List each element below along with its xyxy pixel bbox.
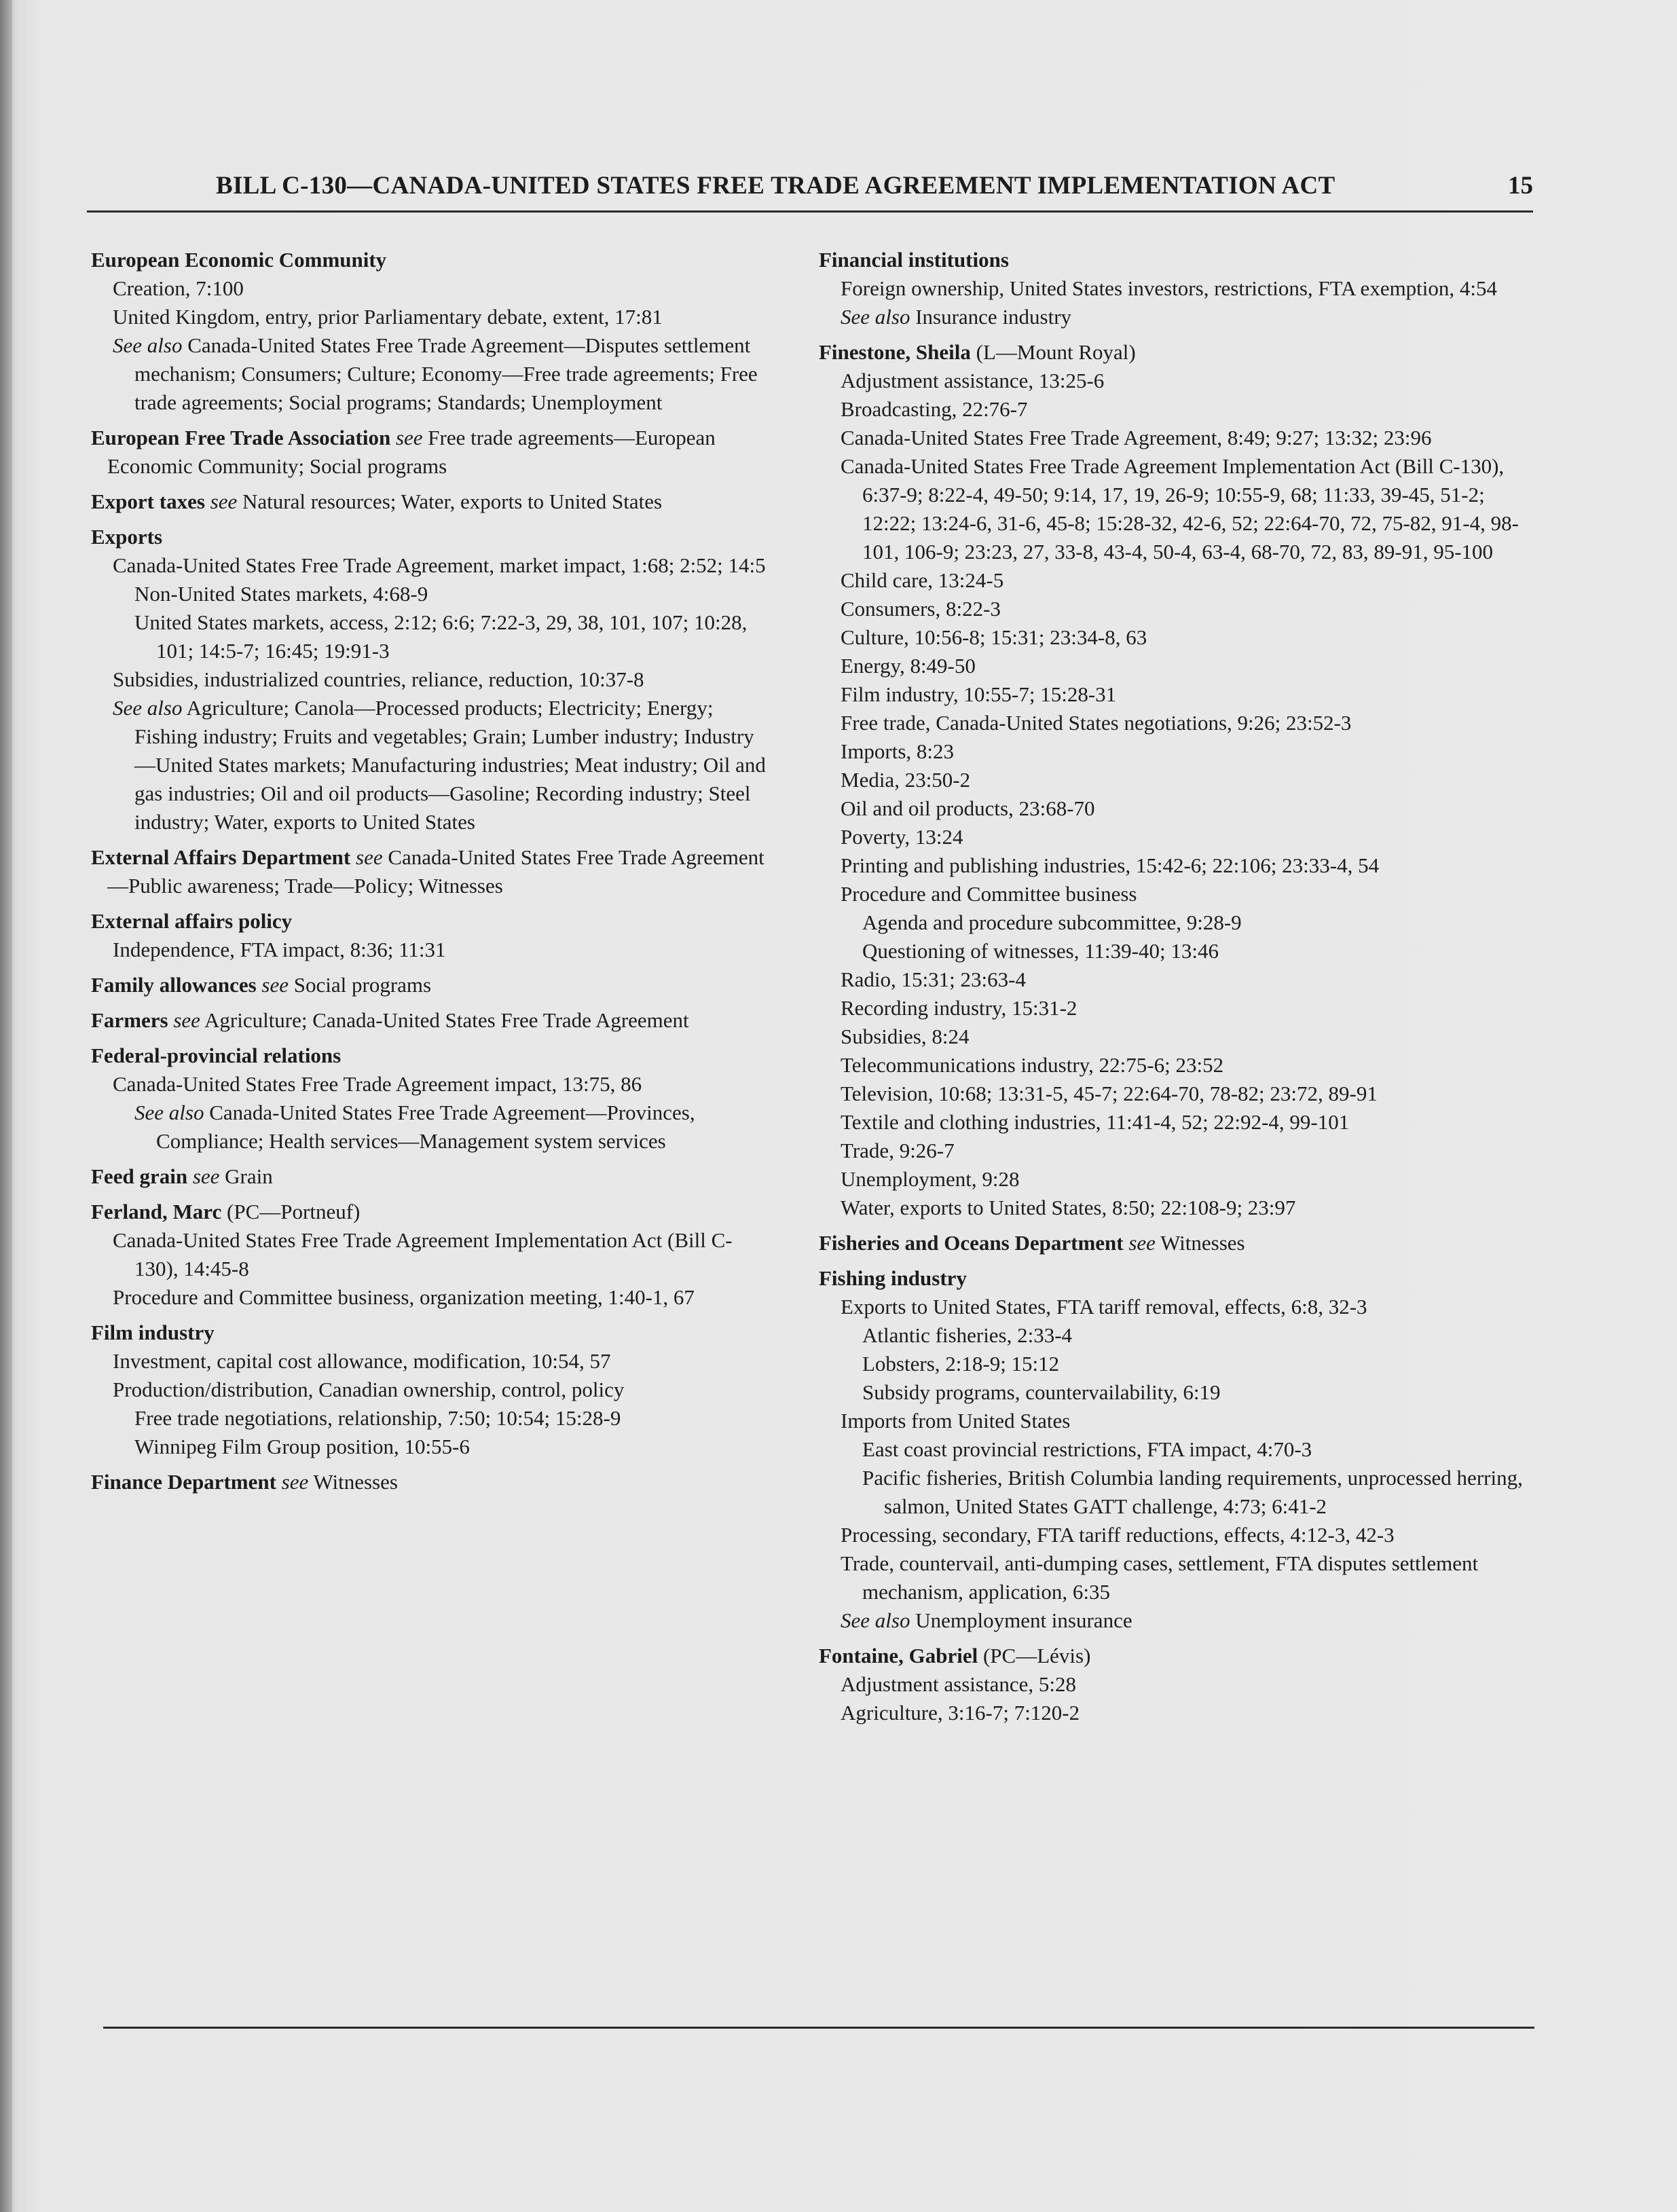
see-also-text: Agriculture; Canola—Processed products; Electricity; Energy; Fishing industry; Fruits and vegetables; Grain; Lumber industry; Industry—United States markets; Manufacturing industries; Meat industry; Oil and gas industries; Oil and oil products—Gasoline; Recording industry; Steel industry; Water, exports to United States — [134, 696, 766, 834]
see-also-entry — [91, 331, 770, 417]
footer-rule — [103, 2027, 1534, 2029]
entry-heading: Exports — [91, 525, 163, 549]
subentry: Canada-United States Free Trade Agreement Implementation Act (Bill C-130), 6:37-9; 8:22-4, 49-50; 9:14, 17, 19, 26-9; 10:55-9, 68; 11:33, 39-45, 51-2; 12:22; 13:24-6, 31-6, 45-8; 15:28-32, 42-6, 52; 22:64-70, 72, 75-82, 91-4, 98-101, 106-9; 23:23, 27, 33-8, 43-4, 50-4, 63-4, 68-70, 72, 83, 89-91, 95-100 — [841, 454, 1519, 564]
entry-heading-line — [819, 338, 1538, 367]
header-rule — [87, 210, 1533, 213]
index-entry-export-taxes — [91, 487, 770, 516]
subentry: Child care, 13:24-5 — [841, 568, 1004, 592]
see-text: Canada-United States Free Trade Agreement—Public awareness; Trade—Policy; Witnesses — [107, 845, 764, 898]
see-also-entry — [91, 694, 770, 836]
entry-heading: External affairs policy — [91, 909, 293, 933]
index-entry-external-affairs-policy — [91, 907, 770, 964]
page-header — [87, 171, 1533, 209]
index-entry-external-affairs-department — [91, 843, 770, 900]
sub-subentry: Questioning of witnesses, 11:39-40; 13:46 — [862, 939, 1219, 963]
binding-shadow — [0, 0, 12, 2212]
sub-subentry: Pacific fisheries, British Columbia landing requirements, unprocessed herring, salmon, United States GATT challenge, 4:73; 6:41-2 — [862, 1466, 1523, 1518]
subentry: Radio, 15:31; 23:63-4 — [841, 967, 1026, 991]
see-also-label: See also — [841, 305, 910, 329]
see-also-text: Insurance industry — [915, 305, 1072, 329]
subentry: Creation, 7:100 — [113, 276, 244, 300]
subentry: Oil and oil products, 23:68-70 — [841, 796, 1095, 820]
subentry: Foreign ownership, United States investors, restrictions, FTA exemption, 4:54 — [841, 276, 1498, 300]
entry-heading: Finestone, Sheila — [819, 340, 971, 364]
entry-heading: Family allowances — [91, 973, 257, 997]
see-text: Witnesses — [313, 1470, 398, 1494]
see-text: Witnesses — [1160, 1231, 1245, 1255]
subentry: Imports, 8:23 — [841, 739, 955, 763]
entry-heading: Ferland, Marc — [91, 1200, 222, 1223]
subentry: Textile and clothing industries, 11:41-4, 52; 22:92-4, 99-101 — [841, 1110, 1350, 1134]
subentry: Subsidies, 8:24 — [841, 1025, 970, 1048]
see-label: see — [192, 1164, 220, 1188]
entry-heading: Financial institutions — [819, 248, 1009, 272]
sub-subentry: East coast provincial restrictions, FTA impact, 4:70-3 — [862, 1437, 1312, 1461]
index-entry-farmers — [91, 1006, 770, 1035]
index-entry-exports — [91, 523, 770, 836]
see-also-entry — [91, 1099, 770, 1156]
see-label: see — [173, 1008, 200, 1032]
index-entry-european-economic-community — [91, 246, 770, 417]
subentry: Culture, 10:56-8; 15:31; 23:34-8, 63 — [841, 625, 1147, 649]
subentry: Exports to United States, FTA tariff removal, effects, 6:8, 32-3 — [841, 1295, 1367, 1319]
index-entry-european-free-trade-association — [91, 424, 770, 481]
subentry: Trade, countervail, anti-dumping cases, settlement, FTA disputes settlement mechanism, application, 6:35 — [841, 1551, 1479, 1604]
subentry: Consumers, 8:22-3 — [841, 597, 1001, 621]
running-title: BILL C-130—CANADA-UNITED STATES FREE TRADE AGREEMENT IMPLEMENTATION ACT — [216, 172, 1335, 200]
entry-heading: Fishing industry — [819, 1266, 967, 1290]
sub-subentry: Non-United States markets, 4:68-9 — [134, 582, 428, 606]
subentry: Poverty, 13:24 — [841, 825, 963, 849]
index-entry-fishing-industry — [819, 1264, 1538, 1635]
subentry: Independence, FTA impact, 8:36; 11:31 — [113, 938, 446, 961]
subentry: Free trade, Canada-United States negotiations, 9:26; 23:52-3 — [841, 711, 1352, 735]
see-also-text: Canada-United States Free Trade Agreement—Provinces, Compliance; Health services—Management system services — [156, 1101, 695, 1153]
subentry: Procedure and Committee business — [841, 882, 1137, 906]
subentry: Unemployment, 9:28 — [841, 1167, 1020, 1191]
subentry: Canada-United States Free Trade Agreement, market impact, 1:68; 2:52; 14:5 — [113, 553, 766, 577]
subentry: Printing and publishing industries, 15:42-6; 22:106; 23:33-4, 54 — [841, 853, 1380, 877]
subentry: Recording industry, 15:31-2 — [841, 996, 1077, 1020]
index-entry-film-industry — [91, 1319, 770, 1461]
see-also-text: Canada-United States Free Trade Agreement—Disputes settlement mechanism; Consumers; Culture; Economy—Free trade agreements; Free trade agreements; Social programs; Standards; Unemployment — [134, 333, 758, 414]
entry-heading: Fisheries and Oceans Department — [819, 1231, 1124, 1255]
entry-heading: European Economic Community — [91, 248, 387, 272]
subentry: Adjustment assistance, 13:25-6 — [841, 369, 1105, 392]
subentry: Production/distribution, Canadian ownership, control, policy — [113, 1378, 625, 1401]
subentry: Adjustment assistance, 5:28 — [841, 1672, 1076, 1696]
entry-heading: Fontaine, Gabriel — [819, 1644, 978, 1667]
see-text: Free trade agreements—European Economic Community; Social programs — [107, 426, 716, 478]
subentry: Trade, 9:26-7 — [841, 1139, 955, 1162]
see-text: Social programs — [293, 973, 432, 997]
see-label: see — [356, 845, 383, 869]
sub-subentry: Winnipeg Film Group position, 10:55-6 — [134, 1435, 470, 1458]
see-label: see — [210, 490, 238, 513]
see-also-entry — [819, 1606, 1538, 1635]
see-label: see — [395, 426, 423, 449]
index-entry-finance-department — [91, 1468, 770, 1496]
index-entry-feed-grain — [91, 1162, 770, 1191]
see-also-label: See also — [113, 696, 183, 720]
entry-heading: Farmers — [91, 1008, 168, 1032]
entry-heading: European Free Trade Association — [91, 426, 391, 449]
see-label: see — [1128, 1231, 1156, 1255]
entry-heading-line — [91, 1198, 770, 1226]
index-column-left — [91, 246, 770, 1503]
index-column-right — [819, 246, 1538, 1734]
sub-subentry: Lobsters, 2:18-9; 15:12 — [862, 1352, 1060, 1376]
see-label: see — [281, 1470, 309, 1494]
see-also-label: See also — [134, 1101, 204, 1124]
see-label: see — [261, 973, 289, 997]
subentry: Processing, secondary, FTA tariff reductions, effects, 4:12-3, 42-3 — [841, 1523, 1395, 1547]
entry-heading: Feed grain — [91, 1164, 188, 1188]
index-entry-fontaine-gabriel — [819, 1642, 1538, 1727]
subentry: Canada-United States Free Trade Agreement, 8:49; 9:27; 13:32; 23:96 — [841, 426, 1432, 449]
see-text: Agriculture; Canada-United States Free Trade Agreement — [204, 1008, 689, 1032]
see-also-label: See also — [113, 333, 183, 357]
subentry: United Kingdom, entry, prior Parliamentary debate, extent, 17:81 — [113, 305, 663, 329]
index-entry-federal-provincial-relations — [91, 1042, 770, 1156]
subentry: Investment, capital cost allowance, modification, 10:54, 57 — [113, 1349, 611, 1373]
sub-subentry: Atlantic fisheries, 2:33-4 — [862, 1323, 1073, 1347]
entry-heading: External Affairs Department — [91, 845, 351, 869]
subentry: Agriculture, 3:16-7; 7:120-2 — [841, 1701, 1080, 1725]
entry-heading-line — [819, 1642, 1538, 1670]
index-entry-financial-institutions — [819, 246, 1538, 331]
see-also-label: See also — [841, 1608, 910, 1632]
member-affiliation: (PC—Portneuf) — [227, 1200, 361, 1223]
subentry: Imports from United States — [841, 1409, 1071, 1433]
subentry: Film industry, 10:55-7; 15:28-31 — [841, 682, 1117, 706]
see-also-text: Unemployment insurance — [915, 1608, 1132, 1632]
sub-subentry: Agenda and procedure subcommittee, 9:28-9 — [862, 910, 1242, 934]
subentry: Water, exports to United States, 8:50; 22:108-9; 23:97 — [841, 1196, 1296, 1219]
see-also-entry — [819, 303, 1538, 331]
page-number: 15 — [1508, 172, 1533, 200]
entry-heading: Federal-provincial relations — [91, 1044, 342, 1067]
subentry: Energy, 8:49-50 — [841, 654, 976, 678]
entry-heading: Export taxes — [91, 490, 205, 513]
index-entry-finestone-sheila — [819, 338, 1538, 1222]
sub-subentry: Free trade negotiations, relationship, 7:50; 10:54; 15:28-9 — [134, 1406, 621, 1430]
sub-subentry: Subsidy programs, countervailability, 6:19 — [862, 1380, 1221, 1404]
subentry: Canada-United States Free Trade Agreement impact, 13:75, 86 — [113, 1072, 642, 1096]
member-affiliation: (L—Mount Royal) — [976, 340, 1136, 364]
sub-subentry: United States markets, access, 2:12; 6:6; 7:22-3, 29, 38, 101, 107; 10:28, 101; 14:5-7; 16:45; 19:91-3 — [134, 610, 748, 663]
see-text: Natural resources; Water, exports to United States — [242, 490, 663, 513]
entry-heading: Film industry — [91, 1321, 215, 1344]
index-entry-family-allowances — [91, 971, 770, 999]
subentry: Media, 23:50-2 — [841, 768, 971, 792]
subentry: Broadcasting, 22:76-7 — [841, 397, 1028, 421]
member-affiliation: (PC—Lévis) — [982, 1644, 1091, 1667]
entry-heading: Finance Department — [91, 1470, 276, 1494]
subentry: Procedure and Committee business, organization meeting, 1:40-1, 67 — [113, 1285, 695, 1309]
index-entry-ferland-marc — [91, 1198, 770, 1312]
subentry: Telecommunications industry, 22:75-6; 23:52 — [841, 1053, 1224, 1077]
subentry: Television, 10:68; 13:31-5, 45-7; 22:64-70, 78-82; 23:72, 89-91 — [841, 1082, 1378, 1105]
see-text: Grain — [225, 1164, 273, 1188]
index-entry-fisheries-and-oceans-department — [819, 1229, 1538, 1257]
subentry: Canada-United States Free Trade Agreement Implementation Act (Bill C-130), 14:45-8 — [113, 1228, 733, 1280]
subentry: Subsidies, industrialized countries, reliance, reduction, 10:37-8 — [113, 667, 644, 691]
